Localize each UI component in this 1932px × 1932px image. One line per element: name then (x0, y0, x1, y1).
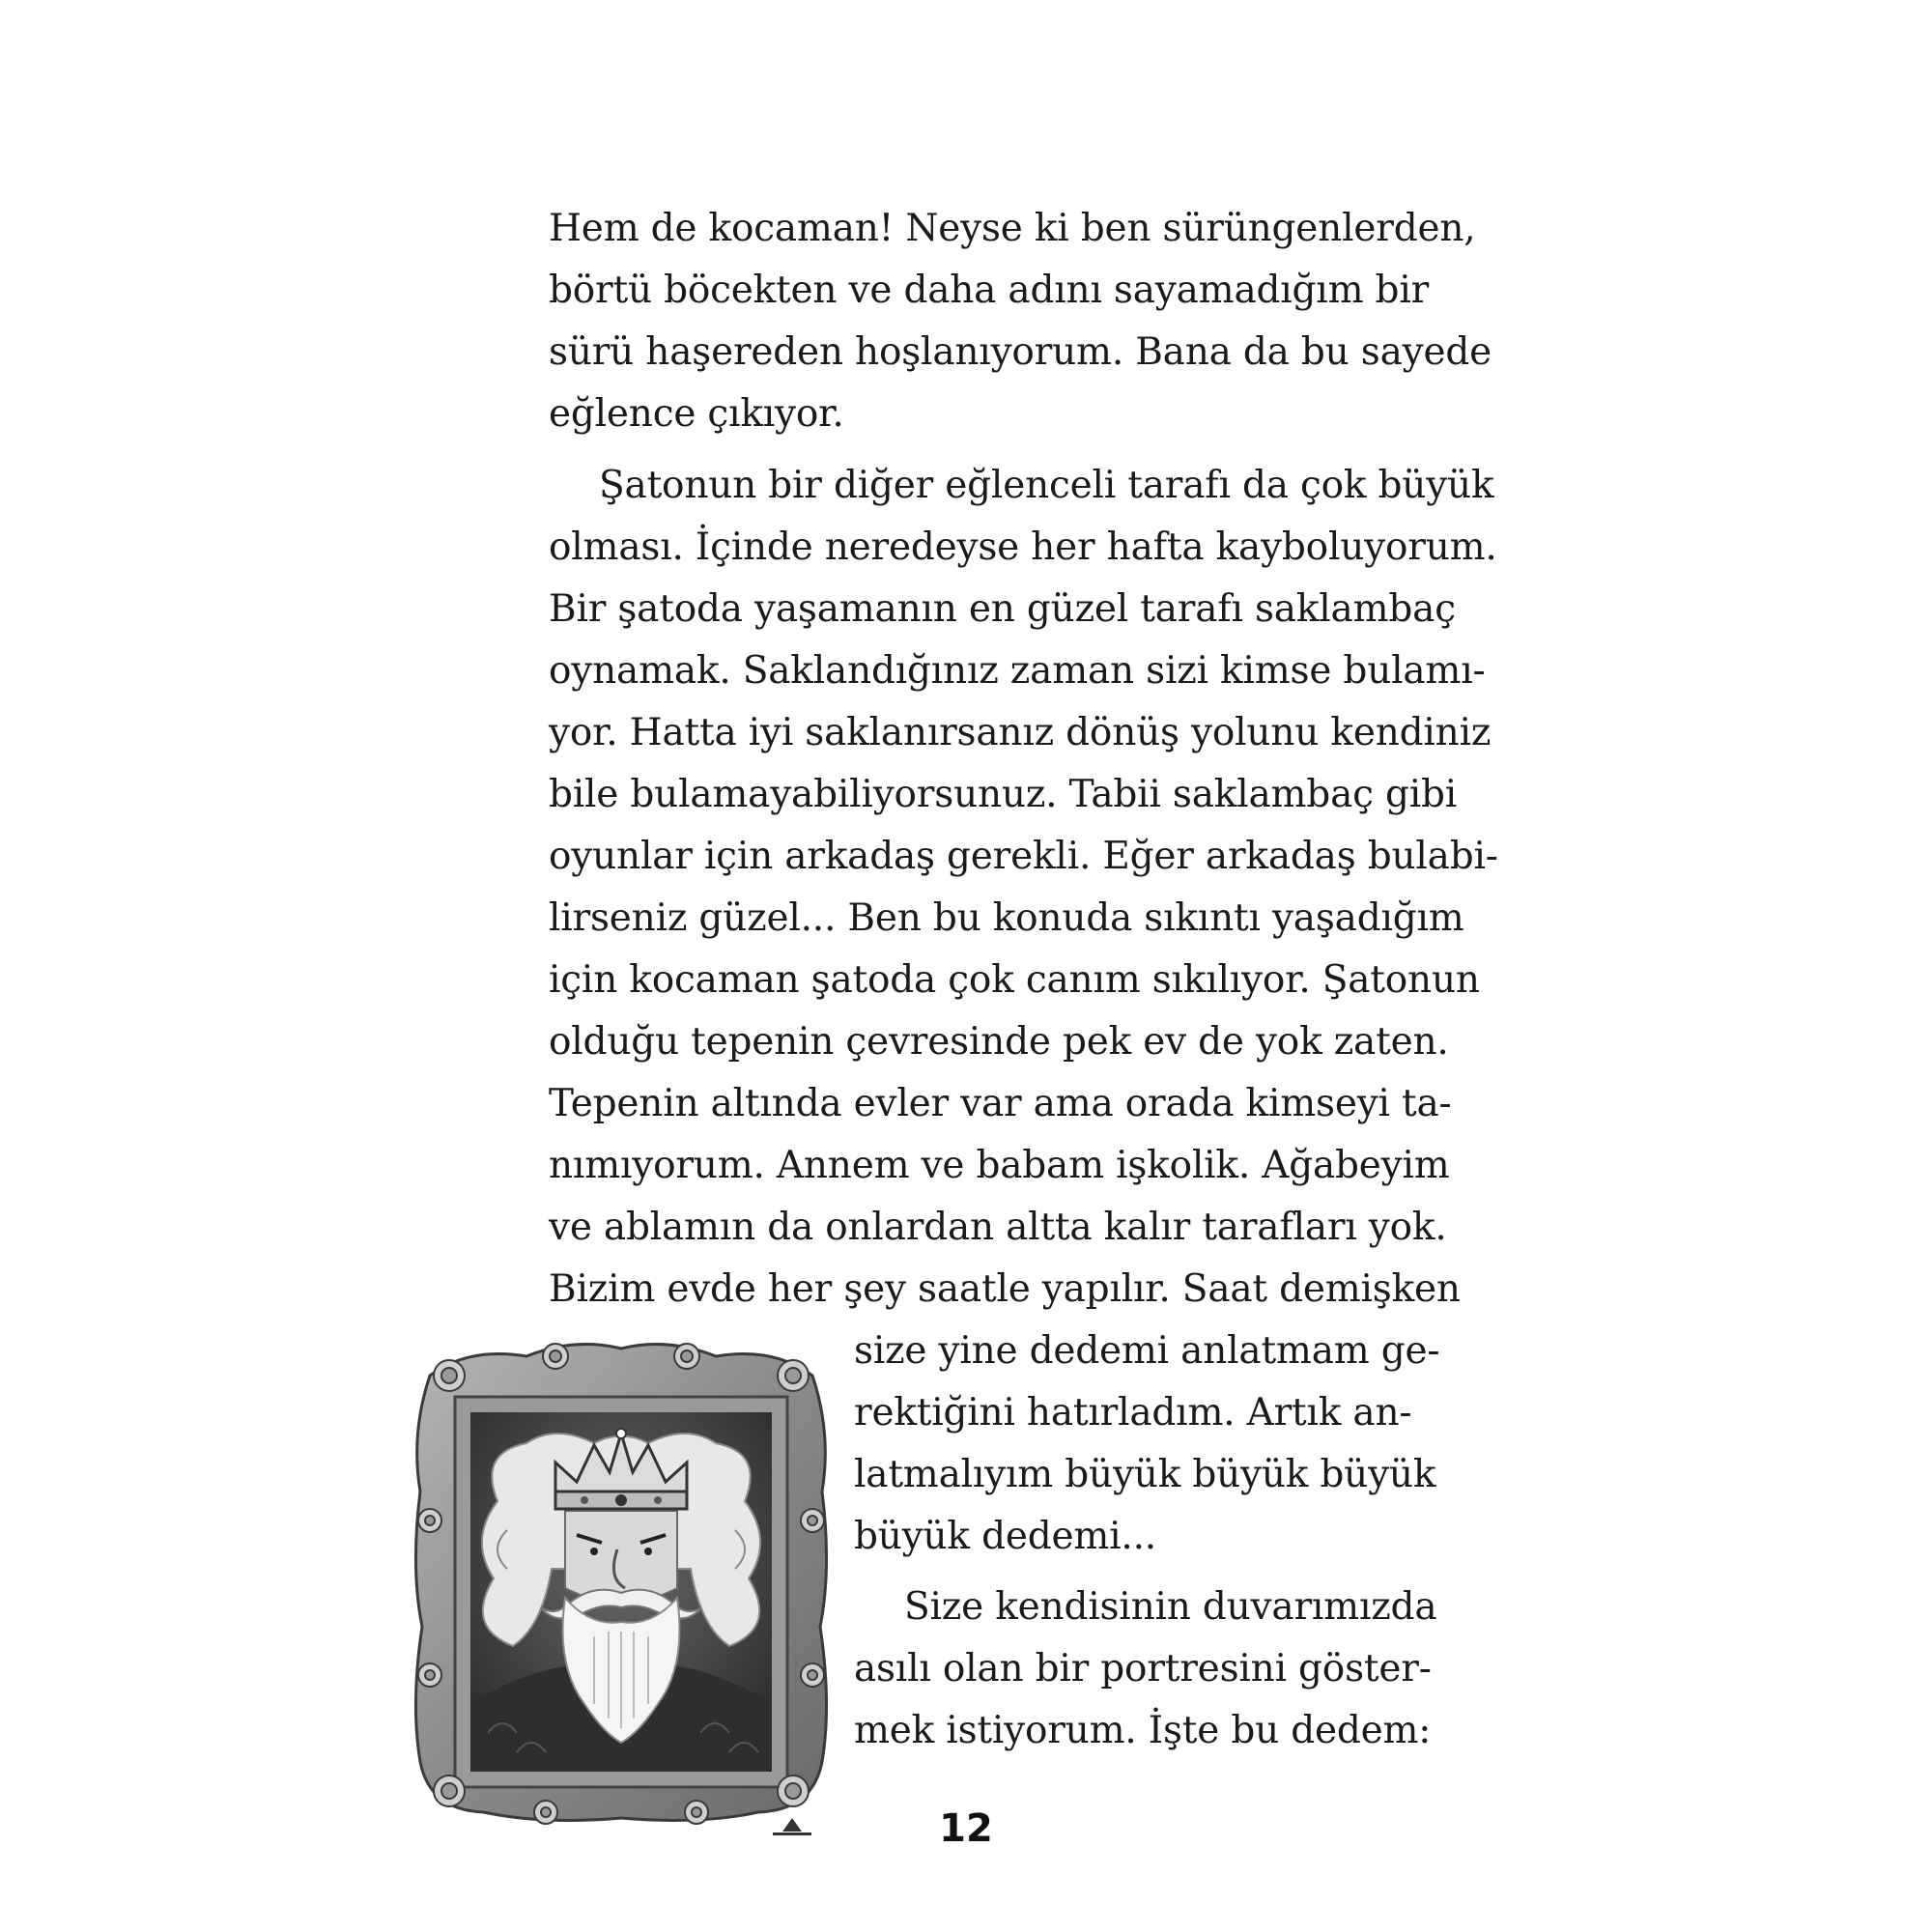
text-line: size yine dedemi anlatmam ge- (854, 1329, 1440, 1373)
text-line: oynamak. Saklandığınız zaman sizi kimse bulamı- (549, 649, 1486, 693)
text-line: börtü böcekten ve daha adını sayamadığım bir (549, 269, 1430, 312)
text-line: Hem de kocaman! Neyse ki ben sürüngenlerden, (549, 207, 1476, 250)
paragraph-2 (549, 455, 1498, 1321)
text-line: latmalıyım büyük büyük büyük (854, 1453, 1436, 1496)
text-line: asılı olan bir portresini göster- (854, 1647, 1432, 1690)
king-portrait-illustration (411, 1337, 832, 1830)
text-line: oyunlar için arkadaş gerekli. Eğer arkadaş bulabi- (549, 835, 1498, 878)
text-line: eğlence çıkıyor. (549, 392, 844, 436)
text-line: olması. İçinde neredeyse her hafta kayboluyorum. (549, 526, 1497, 569)
text-line: Tepenin altında evler var ama orada kimseyi ta- (549, 1082, 1452, 1125)
text-line: bile bulamayabiliyorsunuz. Tabii saklambaç gibi (549, 773, 1458, 816)
text-line: lirseniz güzel... Ben bu konuda sıkıntı yaşadığım (549, 896, 1464, 940)
text-line: rektiğini hatırladım. Artık an- (854, 1391, 1412, 1435)
text-line: yor. Hatta iyi saklanırsanız dönüş yolunu kendiniz (549, 711, 1492, 754)
text-line: için kocaman şatoda çok canım sıkılıyor. Şatonun (549, 958, 1480, 1002)
text-line: mek istiyorum. İşte bu dedem: (854, 1709, 1432, 1752)
paragraph-2-wrapped (854, 1321, 1440, 1568)
text-line: Size kendisinin duvarımızda (904, 1585, 1437, 1629)
king-face (565, 1511, 677, 1603)
text-line: Şatonun bir diğer eğlenceli tarafı da çok büyük (599, 464, 1494, 507)
publisher-logo-icon (771, 1816, 813, 1837)
text-line: nımıyorum. Annem ve babam işkolik. Ağabeyim (549, 1144, 1450, 1187)
text-line: Bir şatoda yaşamanın en güzel tarafı saklambaç (549, 587, 1456, 631)
page-number: 12 (939, 1806, 993, 1851)
text-line: ve ablamın da onlardan altta kalır tarafları yok. (549, 1206, 1447, 1249)
paragraph-1 (549, 198, 1492, 445)
text-line: sürü haşereden hoşlanıyorum. Bana da bu sayede (549, 330, 1492, 374)
text-line: Bizim evde her şey saatle yapılır. Saat demişken (549, 1267, 1461, 1311)
text-line: büyük dedemi... (854, 1515, 1156, 1558)
paragraph-3 (854, 1577, 1437, 1762)
text-line: olduğu tepenin çevresinde pek ev de yok zaten. (549, 1020, 1449, 1064)
